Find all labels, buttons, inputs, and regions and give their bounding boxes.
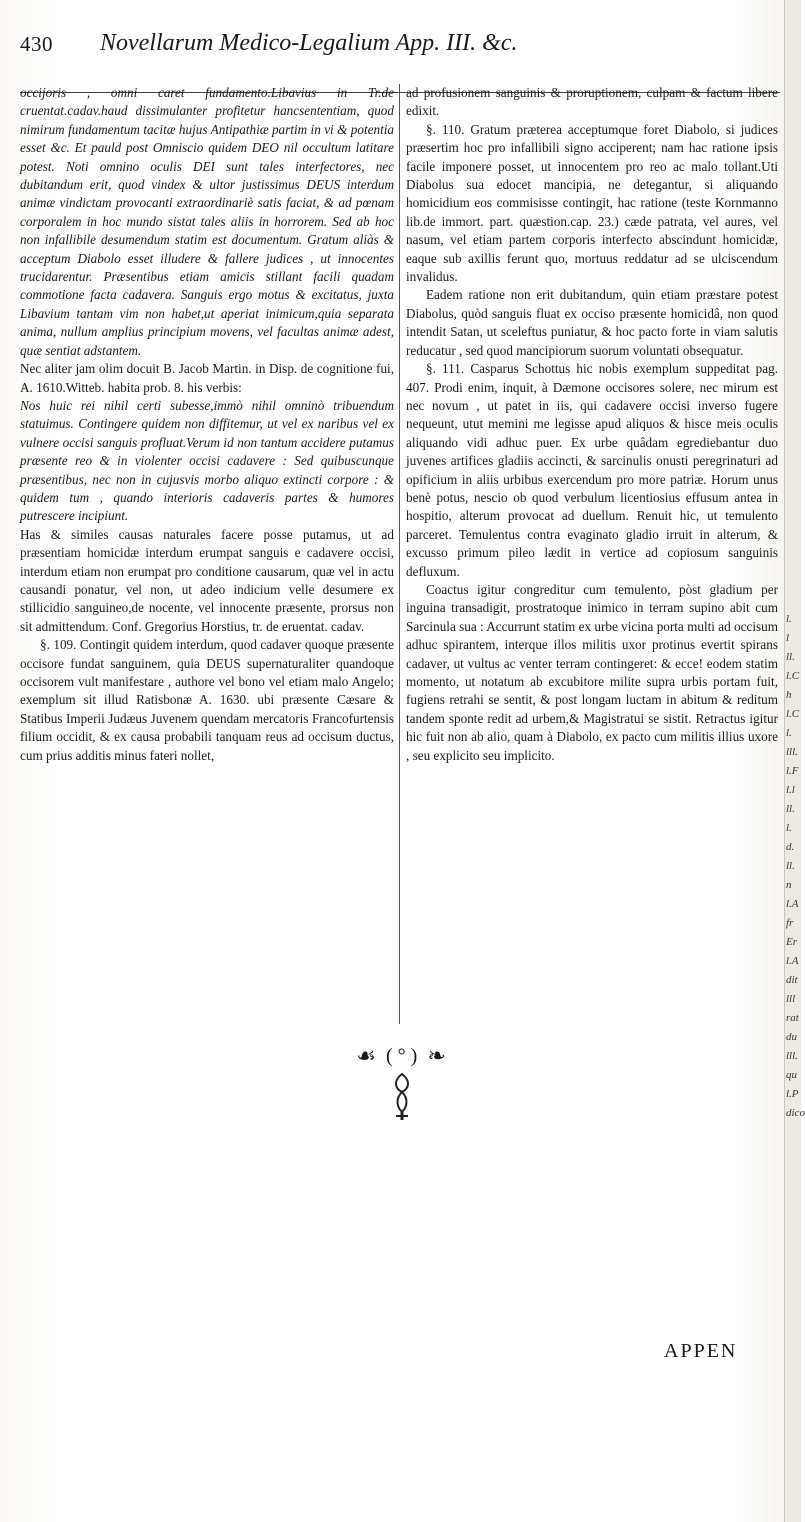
edge-fragment: l.P: [786, 1088, 799, 1100]
edge-fragment: ll.: [786, 860, 795, 872]
edge-fragment: l.: [786, 822, 792, 834]
ornament-center: ( ° ): [385, 1045, 418, 1067]
fleuron-right-icon: ❧: [427, 1043, 446, 1068]
edge-fragment: Er: [786, 936, 797, 948]
left-column-paragraph: occijoris , omni caret fundamento.Libavius in Tr.de cruentat.cadav.haud dissimulanter profitetur hancsententiam, quod nimirum fundamentum tacitæ hujus Antipathiæ partim in vi & potentia esset &c. Et pauld post Omniscio quidem DEO nil occultum latitare potest. Noti omnino oculis DEI sunt tales interfectores, nec dubitandum erit, quod vindex & ultor justissimus DEUS interdum animæ vindictam provocanti extraordinariè satis faciat, & ad pœnam corporalem in hoc mundo sistat tales aliis in horrorem. Sed ab hoc non infallibile desumendum statim est documentum. Gratum aliàs & acceptum Diabolo esset illudere & fallere judices , ut innocentes trucidarentur. Præsentibus etiam amicis stillant facili quadam commotione facta cadavera. Sanguis ergo motus & excitatus, juxta Libavium tantam vim non habet,ut aperiat inimicum,quia separata anima, nullum amplius principium movens, vel facultas animæ adest, quæ sentiat adstantem.: [20, 85, 394, 358]
edge-fragment: n: [786, 879, 792, 891]
page-header: [20, 30, 780, 64]
page-number: 430: [20, 32, 53, 56]
edge-fragment: ll.: [786, 803, 795, 815]
right-column-paragraph: Coactus igitur congreditur cum temulento, pòst gladium per inguina transadigit, prostratoque inimico in terram supino abit cum Sarcinula sua : Accurrunt statim ex urbe vicina porta multi ad occisum adhuc spirantem, interque illos militis uxor protinus evertit spirans cadaver, ut vultus ac venter terram contingeret: & ecce! eodem statim momento, ut notatum ab excubitore milite supra urbis portam fuit, fugiens retrahi se sentit, & post longam luctam in abitum & reditum tandem sponte redit ad urbem,& Magistratui se sistit. Retractus igitur hic fuit non ab alio, quam à Diabolo, ex pacto cum militis illius uxore , seu explicito seu implicito.: [406, 581, 778, 763]
edge-fragment: l.: [786, 613, 792, 625]
edge-fragment: lll.: [786, 1050, 798, 1062]
edge-fragment: dit: [786, 974, 798, 986]
next-page-edge-text: [786, 610, 805, 1123]
edge-fragment: l.C: [786, 708, 800, 720]
edge-fragment: dico: [786, 1107, 805, 1119]
edge-fragment: l.l: [786, 784, 795, 796]
edge-fragment: l: [786, 632, 790, 644]
edge-fragment: l.F: [786, 765, 799, 777]
left-column-paragraph: Nec aliter jam olim docuit B. Jacob Martin. in Disp. de cognitione fui, A. 1610.Witteb. habita prob. 8. his verbis:: [20, 361, 394, 395]
edge-fragment: lll.: [786, 746, 798, 758]
edge-fragment: l.A: [786, 955, 799, 967]
left-column-paragraph: §. 109. Contingit quidem interdum, quod cadaver quoque præsente occisore fundat sanguinem, quia DEUS supernaturaliter quandoque occisorem vult manifestare , authore vel bono vel etiam malo Angelo; exemplum sit illud Ratisbonæ A. 1630. ubi præsente Cæsare & Statibus Imperii Judæus Juvenem quendam mercatoris Francofurtensis filium occidit, & ex causa probabili tanquam reus ad occisum ductus, cum prius additis minus fateri nollet,: [20, 637, 394, 763]
right-column: [406, 84, 778, 765]
right-column-paragraph: §. 111. Casparus Schottus hic nobis exemplum suppeditat pag. 407. Prodi enim, inquit, à Dæmone occisores solere, nec mirum est nec novum , ut patet in iis, qui cadavere occisi inverso fugere nequeunt, utut memini me legisse apud aliquos & hisce meis oculis aliquando vidi adhuc puer. Ex urbe quâdam egrediebantur duo juvenes artifices gladiis accincti, & sarcinulis onusti peregrinaturi ad opificium in aliis urbibus exercendum pro more patriæ. Horum unus benè potus, nescio ob quod verbulum licentiosius effusum antea in hospitio, alterum provocat ad duellum. Renuit hic, ut temulento parceret. Temulentus contra evaginato gladio irruit in alterum, & excusso primum pileo lædit in vertice ad copiosum sanguinis defluxum.: [406, 361, 778, 579]
edge-fragment: qu: [786, 1069, 797, 1081]
running-title: Novellarum Medico-Legalium App. III. &c.: [100, 30, 518, 56]
right-column-paragraph: ad profusionem sanguinis & proruptionem, culpam & factum libere edixit.: [406, 85, 778, 119]
edge-fragment: d.: [786, 841, 795, 853]
left-column-paragraph: Has & similes causas naturales facere posse putamus, ut ad præsentiam homicidæ interdum erumpat sanguis e cadavere occisi, interdum etiam non erumpat pro conditione causarum, quæ vel in actu causandi ponatur, vel non, ut adeo indicium velle desumere ex stillicidio sanguineo,de nocente, vel innocente præsente, prorsus non sit admittendum. Conf. Gregorius Horstius, tr. de eruentat. cadav.: [20, 526, 394, 634]
left-column: [20, 84, 394, 765]
tailpiece-ornament: [336, 1036, 466, 1076]
edge-fragment: ll.: [786, 651, 795, 663]
edge-fragment: l.A: [786, 898, 799, 910]
edge-fragment: lll: [786, 993, 796, 1005]
column-divider: [399, 84, 400, 1024]
right-column-paragraph: §. 110. Gratum præterea acceptumque foret Diabolo, si judices præsertim hoc pro infallibili signo acciperent; nam hac ratione ipsis facile imponere posset, ut innocentem pro reo ac malo tollant.Uti Diabolus sua edocet mancipia, ne detegantur, si aliquando homicidium eos commisisse contingit, hac ratione (teste Kornmanno lib.de immort. part. quæstion.cap. 23.) cæde patrata, vel aures, vel nasum, vel etiam partem corporis interfecto abscindunt homicidæ, eaque sub axillis ferunt quo, mortuus reddatur ad se ulciscendum invalidus.: [406, 121, 778, 285]
right-column-paragraph: Eadem ratione non erit dubitandum, quin etiam præstare potest Diabolus, quòd sanguis fluat ex occiso præsente homicidâ, non quod intendit Satan, ut sceleftus puniatur, & hoc pacto forte in viam salutis reducatur , sed quod mancipiorum suorum voluntati obsequatur.: [406, 287, 778, 358]
edge-fragment: l.: [786, 727, 792, 739]
catchword: APPEN: [664, 1340, 738, 1362]
edge-fragment: rat: [786, 1012, 799, 1024]
edge-fragment: l.C: [786, 670, 800, 682]
ornament-knot-icon: [390, 1072, 414, 1122]
fleuron-left-icon: ☙: [356, 1043, 376, 1068]
edge-fragment: fr: [786, 917, 794, 929]
left-column-paragraph: Nos huic rei nihil certi subesse,immò nihil omninò tribuendum statuimus. Contingere quidem non diffitemur, ut vel ex naribus vel ex vulnere occisi sanguis profluat.Verum id non tantum accidere putamus præsente reo & in violenter occisi cadavere : Sed quibuscunque præsentibus, nec non in cujusvis morbo aliquo extincti corpore : & quidem tum , quando interioris cadaveris partes & humores putrescere incipiunt.: [20, 397, 394, 524]
edge-fragment: du: [786, 1031, 797, 1043]
edge-fragment: h: [786, 689, 792, 701]
